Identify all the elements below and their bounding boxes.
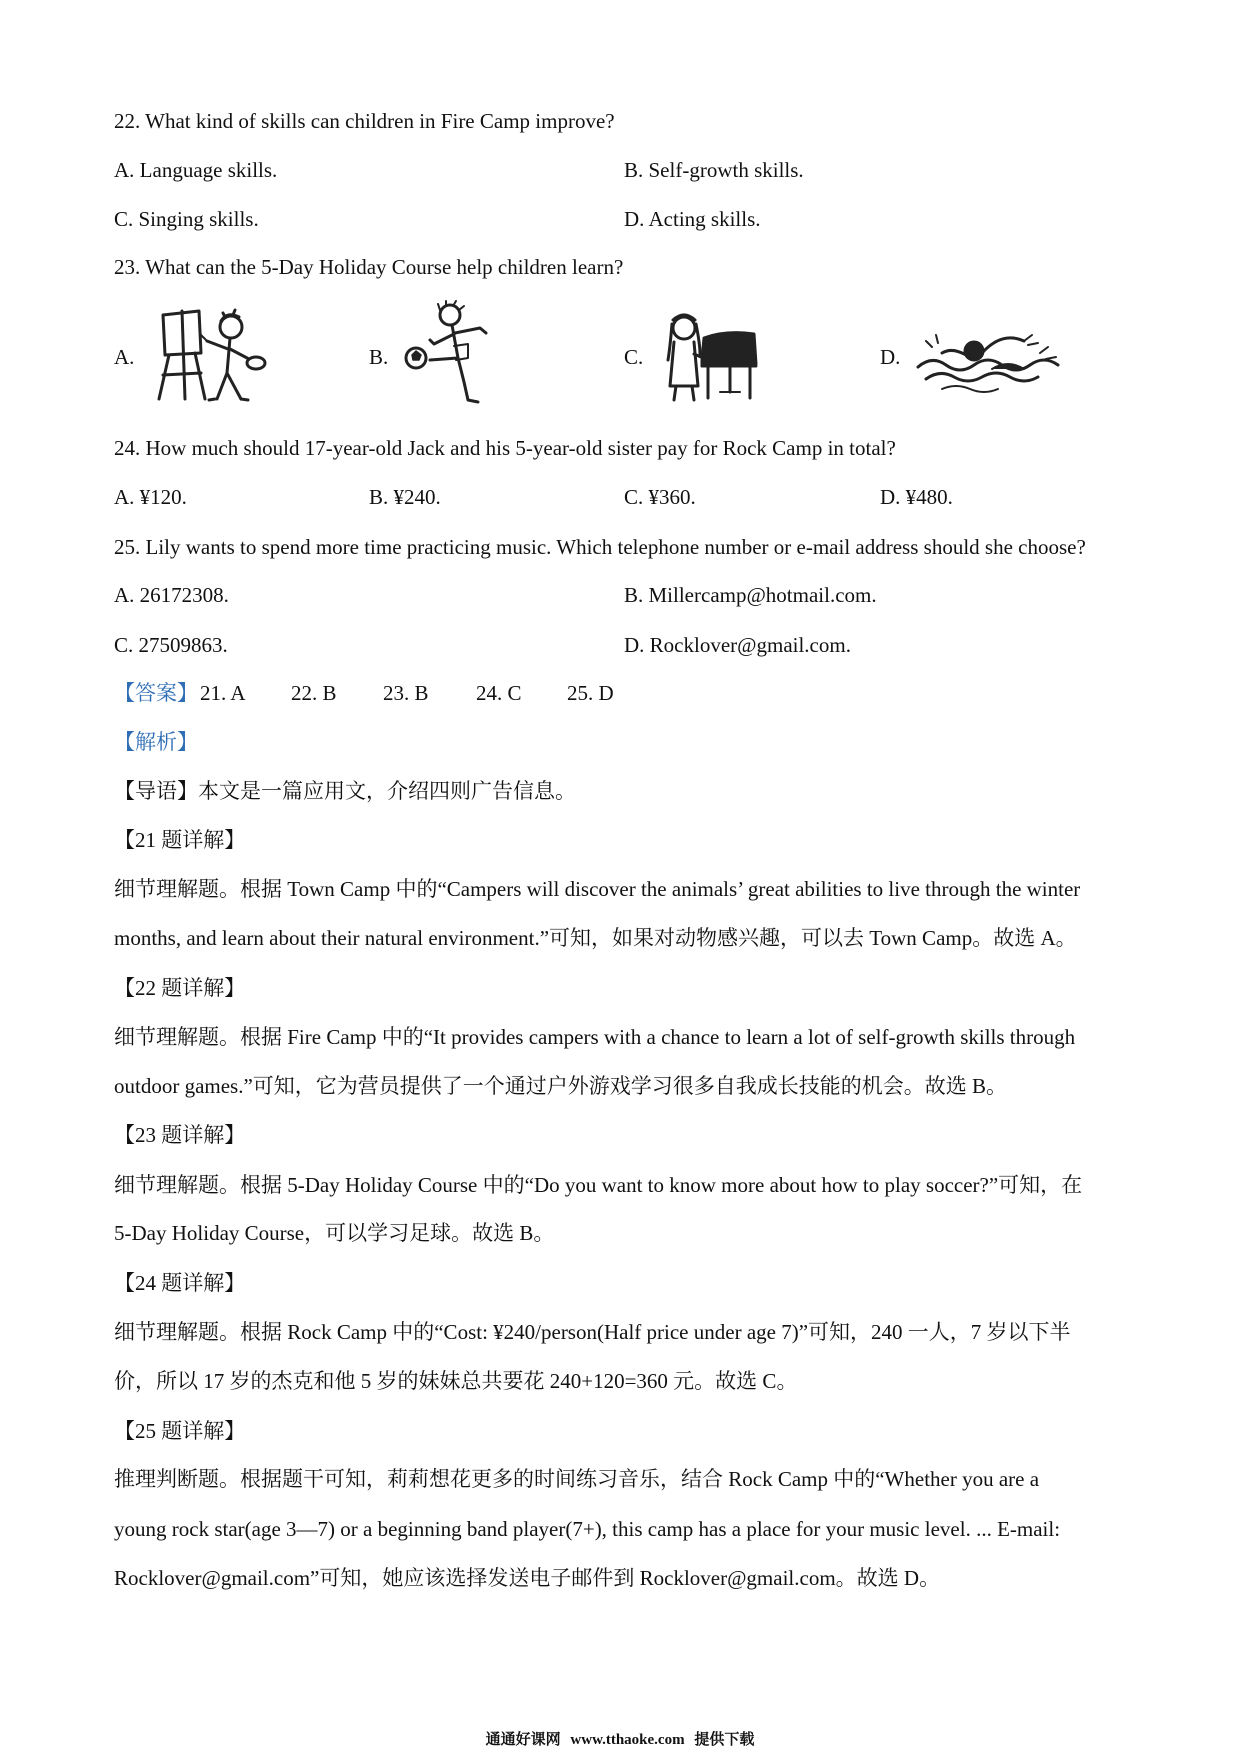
question-24-option-c: C. ¥360.	[624, 485, 696, 509]
question-24-option-a: A. ¥120.	[114, 485, 187, 509]
detail-22-line: 细节理解题。根据 Fire Camp 中的“It provides campers with a chance to learn a lot of self-growth skills through	[114, 1025, 1076, 1049]
question-23-stem: 23. What can the 5-Day Holiday Course help children learn?	[114, 255, 624, 279]
answer-item: 24. C	[476, 681, 522, 705]
question-23-option-c-picture	[660, 308, 760, 403]
girl-playing-piano-icon	[660, 308, 760, 403]
question-25-option-a: A. 26172308.	[114, 583, 229, 607]
answer-label: 【答案】	[114, 681, 198, 705]
question-22-option-c: C. Singing skills.	[114, 207, 259, 231]
detail-23-header: 【23 题详解】	[114, 1123, 246, 1147]
question-23-option-d-picture	[912, 325, 1062, 397]
detail-23-line: 5-Day Holiday Course，可以学习足球。故选 B。	[114, 1221, 555, 1245]
person-swimming-icon	[912, 325, 1062, 397]
question-25-option-b: B. Millercamp@hotmail.com.	[624, 583, 877, 607]
question-23-option-b-picture	[402, 300, 507, 406]
question-24-option-b: B. ¥240.	[369, 485, 441, 509]
question-25-stem: 25. Lily wants to spend more time practicing music. Which telephone number or e-mail address should she choose?	[114, 535, 1086, 559]
answer-item: 21. A	[200, 681, 246, 705]
answer-item: 22. B	[291, 681, 337, 705]
detail-25-line: young rock star(age 3—7) or a beginning band player(7+), this camp has a place for your music level. ... E-mail:	[114, 1517, 1061, 1541]
answer-item: 23. B	[383, 681, 429, 705]
question-22-option-a: A. Language skills.	[114, 158, 278, 182]
child-painting-at-easel-icon	[155, 305, 270, 402]
question-24-option-d: D. ¥480.	[880, 485, 953, 509]
detail-21-line: 细节理解题。根据 Town Camp 中的“Campers will discover the animals’ great abilities to live through the winter	[114, 877, 1081, 901]
question-22-option-d: D. Acting skills.	[624, 207, 761, 231]
question-23-option-d-label: D.	[880, 345, 901, 369]
child-kicking-soccer-ball-icon	[402, 300, 507, 406]
detail-21-header: 【21 题详解】	[114, 828, 246, 852]
question-23-option-b-label: B.	[369, 345, 389, 369]
analysis-label: 【解析】	[114, 730, 198, 754]
detail-24-header: 【24 题详解】	[114, 1271, 246, 1295]
detail-25-line: 推理判断题。根据题干可知，莉莉想花更多的时间练习音乐，结合 Rock Camp 中的“Whether you are a	[114, 1467, 1040, 1491]
answer-item: 25. D	[567, 681, 614, 705]
detail-24-line: 价，所以 17 岁的杰克和他 5 岁的妹妹总共要花 240+120=360 元。故选 C。	[114, 1369, 798, 1393]
question-22-option-b: B. Self-growth skills.	[624, 158, 804, 182]
page-footer: 通通好课网 www.tthaoke.com 提供下载	[485, 1732, 755, 1748]
question-25-option-c: C. 27509863.	[114, 633, 228, 657]
detail-22-line: outdoor games.”可知，它为营员提供了一个通过户外游戏学习很多自我成长技能的机会。故选 B。	[114, 1074, 1008, 1098]
detail-24-line: 细节理解题。根据 Rock Camp 中的“Cost: ¥240/person(Half price under age 7)”可知，240 一人，7 岁以下半	[114, 1320, 1071, 1344]
question-23-option-a-picture	[155, 305, 270, 402]
question-25-option-d: D. Rocklover@gmail.com.	[624, 633, 851, 657]
detail-23-line: 细节理解题。根据 5-Day Holiday Course 中的“Do you want to know more about how to play soccer?”可知，在	[114, 1173, 1083, 1197]
detail-22-header: 【22 题详解】	[114, 976, 246, 1000]
analysis-intro: 【导语】本文是一篇应用文，介绍四则广告信息。	[114, 779, 576, 803]
detail-25-header: 【25 题详解】	[114, 1419, 246, 1443]
question-24-stem: 24. How much should 17-year-old Jack and his 5-year-old sister pay for Rock Camp in total?	[114, 436, 896, 460]
detail-25-line: Rocklover@gmail.com”可知，她应该选择发送电子邮件到 Rocklover@gmail.com。故选 D。	[114, 1566, 941, 1590]
question-23-option-c-label: C.	[624, 345, 644, 369]
question-23-option-a-label: A.	[114, 345, 135, 369]
detail-21-line: months, and learn about their natural environment.”可知，如果对动物感兴趣，可以去 Town Camp。故选 A。	[114, 926, 1077, 950]
question-22-stem: 22. What kind of skills can children in Fire Camp improve?	[114, 109, 615, 133]
